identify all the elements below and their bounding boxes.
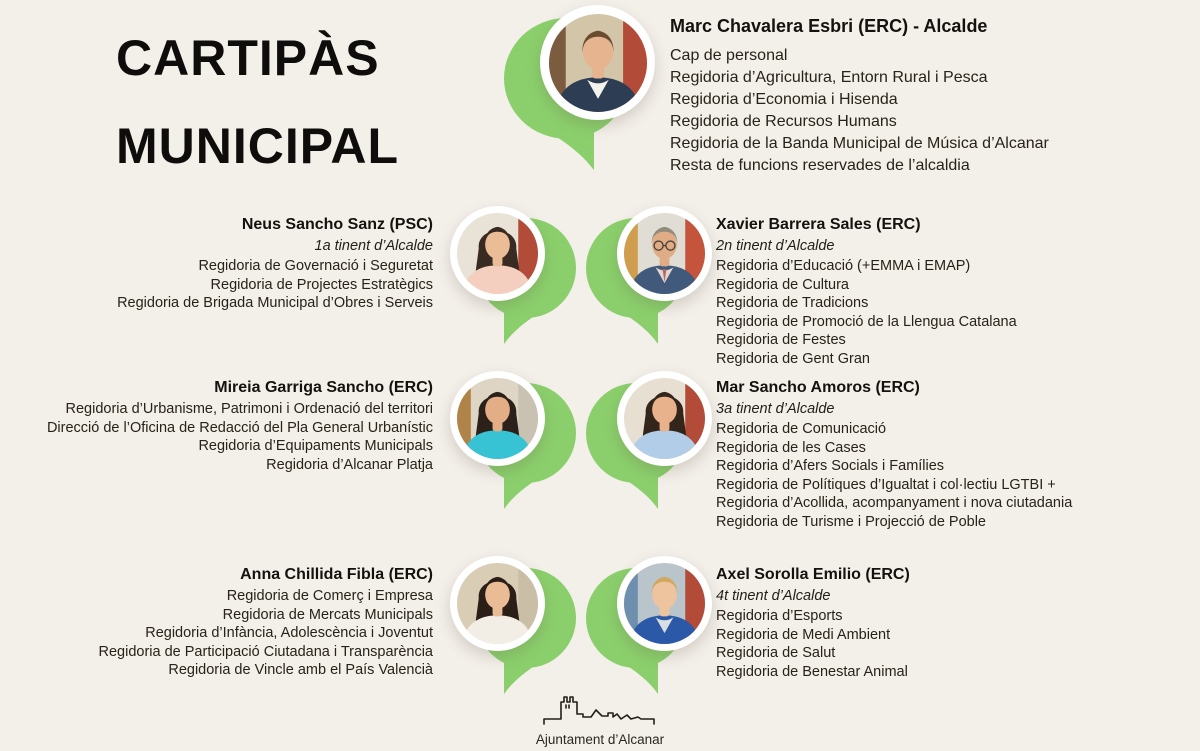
- role-line: Regidoria de Brigada Municipal d’Obres i Serveis: [117, 295, 433, 312]
- role-line: Regidoria de Recursos Humans: [670, 113, 897, 130]
- role-line: Regidoria de Turisme i Projecció de Poble: [716, 513, 986, 530]
- role-line: Regidoria de Cultura: [716, 276, 849, 293]
- role-line: Regidoria de Comerç i Empresa: [226, 588, 433, 604]
- person-roles: [716, 607, 1196, 681]
- role-line: Regidoria d’Educació (+EMMA i EMAP): [716, 258, 971, 274]
- portrait-neus-sancho: [457, 213, 538, 294]
- role-line: Regidoria de Tradicions: [716, 295, 869, 312]
- person-name: Axel Sorolla Emilio (ERC): [716, 566, 910, 583]
- role-line: Regidoria de Comunicació: [716, 421, 887, 437]
- role-line: Regidoria de Projectes Estratègics: [210, 276, 433, 293]
- role-line: Regidoria de Salut: [716, 645, 836, 662]
- portrait-mar-sancho: [624, 378, 705, 459]
- role-line: Resta de funcions reservades de l’alcaldia: [670, 157, 970, 174]
- role-line: Regidoria d’Infància, Adolescència i Joventut: [145, 625, 433, 642]
- portrait-marc-chavalera: [549, 14, 647, 112]
- role-line: Regidoria d’Acollida, acompanyament i nova ciutadania: [716, 495, 1073, 512]
- footer: [450, 690, 750, 747]
- person-name: Neus Sancho Sanz (PSC): [241, 216, 433, 233]
- photo-cluster-xavier: [586, 206, 712, 348]
- role-line: Regidoria de Governació i Seguretat: [198, 258, 433, 274]
- role-line: Regidoria d’Agricultura, Entorn Rural i Pesca: [670, 69, 988, 86]
- person-card-axel: [716, 566, 1196, 681]
- person-name: Xavier Barrera Sales (ERC): [716, 216, 921, 233]
- portrait-axel-sorolla: [624, 563, 705, 644]
- role-line: Regidoria de les Cases: [716, 439, 866, 456]
- person-name: Mar Sancho Amoros (ERC): [716, 379, 920, 396]
- footer-label: Ajuntament d’Alcanar: [535, 732, 665, 747]
- role-line: Regidoria de Polítiques d’Igualtat i col·lectiu LGTBI +: [716, 476, 1056, 493]
- photo-ring: [540, 5, 655, 120]
- role-line: Direcció de l’Oficina de Redacció del Pla General Urbanístic: [46, 419, 433, 436]
- role-line: Regidoria de Gent Gran: [716, 350, 870, 367]
- person-roles: [16, 400, 433, 474]
- person-card-neus: [16, 216, 433, 313]
- person-name: Anna Chillida Fibla (ERC): [240, 566, 433, 583]
- person-card-anna: [16, 566, 433, 680]
- photo-cluster-marc: [504, 5, 655, 175]
- photo-ring: [450, 556, 545, 651]
- person-roles: [716, 257, 1196, 369]
- photo-ring: [617, 556, 712, 651]
- page-title: [116, 14, 399, 190]
- role-line: Regidoria de Participació Ciutadana i Transparència: [98, 643, 433, 660]
- photo-ring: [617, 206, 712, 301]
- photo-cluster-mireia: [450, 371, 576, 513]
- role-line: Regidoria d’Urbanisme, Patrimoni i Ordenació del territori: [65, 401, 433, 417]
- person-name: Marc Chavalera Esbri (ERC) - Alcalde: [670, 16, 988, 36]
- role-line: Cap de personal: [670, 47, 788, 64]
- person-subtitle: 3a tinent d’Alcalde: [716, 401, 835, 417]
- page-title-line2: MUNICIPAL: [116, 118, 400, 174]
- role-line: Regidoria de Benestar Animal: [716, 663, 908, 680]
- person-subtitle: 2n tinent d’Alcalde: [716, 238, 835, 254]
- role-line: Regidoria de Promoció de la Llengua Catalana: [716, 313, 1017, 330]
- person-roles: [716, 420, 1196, 532]
- photo-cluster-mar: [586, 371, 712, 513]
- photo-ring: [617, 371, 712, 466]
- role-line: Regidoria d’Equipaments Municipals: [198, 438, 433, 455]
- photo-ring: [450, 206, 545, 301]
- person-subtitle: 4t tinent d’Alcalde: [716, 588, 831, 604]
- portrait-mireia-garriga: [457, 378, 538, 459]
- person-subtitle: 1a tinent d’Alcalde: [314, 238, 433, 254]
- photo-cluster-anna: [450, 556, 576, 698]
- portrait-xavier-barrera: [624, 213, 705, 294]
- role-line: Regidoria de la Banda Municipal de Música d’Alcanar: [670, 135, 1049, 152]
- role-line: Regidoria d’Esports: [716, 608, 843, 624]
- role-line: Regidoria d’Afers Socials i Famílies: [716, 458, 945, 475]
- role-line: Regidoria de Mercats Municipals: [222, 606, 433, 623]
- role-line: Regidoria de Festes: [716, 332, 846, 349]
- town-skyline-icon: [538, 690, 662, 726]
- person-card-mireia: [16, 379, 433, 474]
- photo-cluster-axel: [586, 556, 712, 698]
- role-line: Regidoria de Medi Ambient: [716, 626, 891, 643]
- person-card-xavier: [716, 216, 1196, 369]
- person-name: Mireia Garriga Sancho (ERC): [214, 379, 433, 396]
- photo-cluster-neus: [450, 206, 576, 348]
- person-roles: [670, 45, 1196, 177]
- person-roles: [16, 257, 433, 313]
- page-title-line1: CARTIPÀS: [116, 30, 380, 86]
- role-line: Regidoria d’Alcanar Platja: [266, 456, 433, 473]
- person-card-marc: [670, 16, 1196, 177]
- role-line: Regidoria de Vincle amb el País Valencià: [168, 662, 433, 679]
- portrait-anna-chillida: [457, 563, 538, 644]
- role-line: Regidoria d’Economia i Hisenda: [670, 91, 898, 108]
- person-card-mar: [716, 379, 1196, 532]
- photo-ring: [450, 371, 545, 466]
- person-roles: [16, 587, 433, 680]
